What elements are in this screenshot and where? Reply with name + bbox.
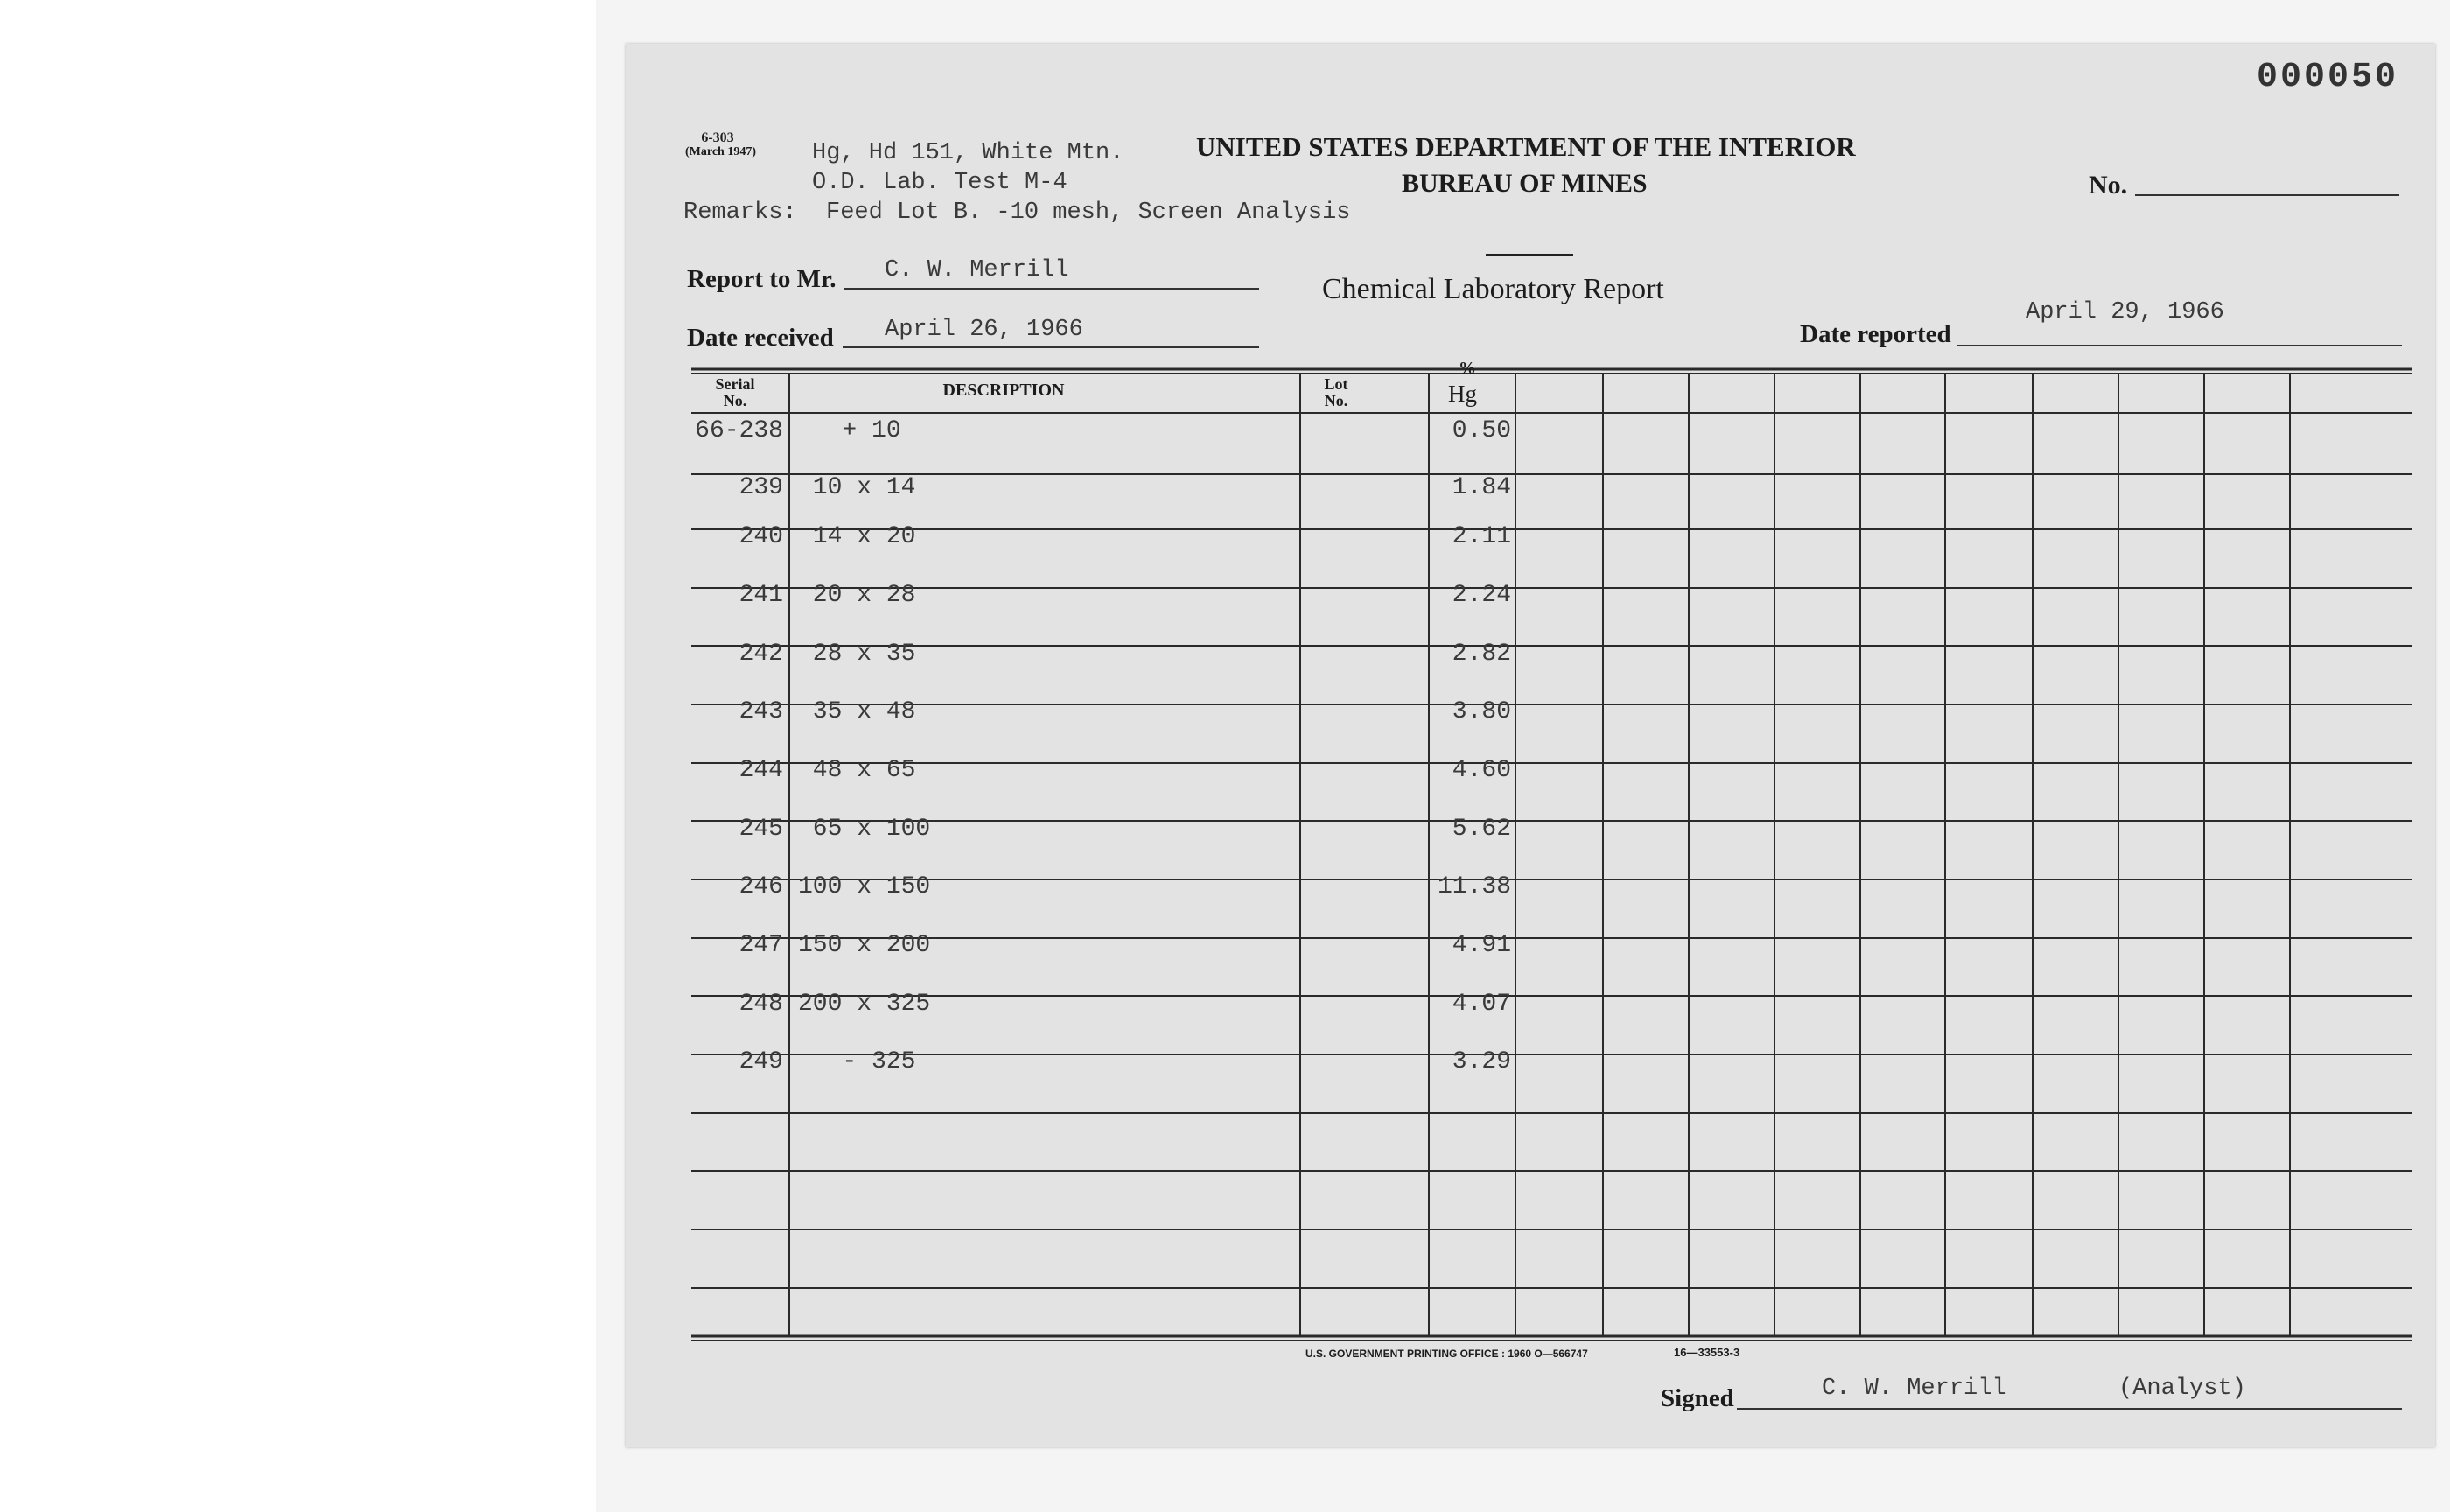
report-to-value: C. W. Merrill (885, 257, 1069, 284)
date-received-value: April 26, 1966 (885, 317, 1083, 343)
bureau-title: BUREAU OF MINES (1402, 169, 1648, 198)
hg-percent-value: 2.11 (1452, 523, 1511, 550)
serial-number: 242 (738, 640, 783, 668)
hg-percent-value: 5.62 (1452, 816, 1511, 843)
description-value: 14 x 20 (798, 523, 916, 550)
date-received-label: Date received (687, 324, 834, 352)
serial-number: 249 (738, 1048, 783, 1075)
description-value: 150 x 200 (798, 932, 931, 959)
form-code: 16—33553-3 (1674, 1346, 1740, 1359)
signature-line (1737, 1408, 2402, 1410)
description-value: 48 x 65 (798, 757, 916, 784)
printing-office-note: U.S. GOVERNMENT PRINTING OFFICE : 1960 O—566747 (1306, 1348, 1588, 1360)
serial-header: Serial No. (715, 375, 755, 410)
hg-unit-header: % (1459, 359, 1476, 378)
description-value: 200 x 325 (798, 990, 931, 1018)
date-reported-value: April 29, 1966 (2026, 299, 2224, 326)
lot-header: Lot No. (1324, 375, 1348, 410)
serial-number: 248 (738, 990, 783, 1018)
lab-report-page (626, 44, 2435, 1447)
serial-number: 240 (738, 523, 783, 550)
document-id: 000050 (2256, 58, 2398, 97)
hg-percent-value: 4.07 (1452, 990, 1511, 1018)
serial-number: 246 (738, 873, 783, 900)
department-title: UNITED STATES DEPARTMENT OF THE INTERIOR (1196, 131, 1856, 162)
hg-percent-value: 11.38 (1437, 873, 1511, 900)
hg-percent-value: 2.82 (1452, 640, 1511, 668)
description-value: 100 x 150 (798, 873, 931, 900)
hg-percent-value: 0.50 (1452, 417, 1511, 444)
serial-number: 241 (738, 582, 783, 609)
hg-header: Hg (1448, 381, 1477, 407)
description-value: + 10 (798, 417, 901, 444)
description-value: 20 x 28 (798, 582, 916, 609)
serial-number: 247 (738, 932, 783, 959)
description-value: 65 x 100 (798, 816, 931, 843)
viewer-left-margin (0, 0, 596, 1512)
serial-number: 66-238 (695, 417, 783, 444)
table-grid (626, 44, 2435, 1447)
description-header: DESCRIPTION (942, 381, 1065, 400)
hg-percent-value: 2.24 (1452, 582, 1511, 609)
report-title: Chemical Laboratory Report (1322, 273, 1664, 305)
typed-heading-line1: Hg, Hd 151, White Mtn. (812, 140, 1124, 166)
serial-number: 245 (738, 816, 783, 843)
signed-role: (Analyst) (2118, 1376, 2246, 1402)
serial-number: 244 (738, 757, 783, 784)
remarks-label: Remarks: (683, 200, 797, 226)
date-reported-label: Date reported (1800, 320, 1951, 348)
no-label: No. (2089, 171, 2128, 200)
serial-number: 239 (738, 474, 783, 501)
hg-percent-value: 3.29 (1452, 1048, 1511, 1075)
form-number: 6-303 (March 1947) (685, 130, 756, 158)
description-value: 35 x 48 (798, 698, 916, 725)
remarks-value: Feed Lot B. -10 mesh, Screen Analysis (826, 200, 1351, 226)
description-value: - 325 (798, 1048, 916, 1075)
description-value: 28 x 35 (798, 640, 916, 668)
hg-percent-value: 3.80 (1452, 698, 1511, 725)
signed-name: C. W. Merrill (1822, 1376, 2006, 1402)
signed-label: Signed (1661, 1384, 1734, 1412)
description-value: 10 x 14 (798, 474, 916, 501)
typed-heading-line2: O.D. Lab. Test M-4 (812, 170, 1068, 196)
hg-percent-value: 4.91 (1452, 932, 1511, 959)
serial-number: 243 (738, 698, 783, 725)
hg-percent-value: 1.84 (1452, 474, 1511, 501)
hg-percent-value: 4.60 (1452, 757, 1511, 784)
report-to-label: Report to Mr. (687, 265, 836, 293)
